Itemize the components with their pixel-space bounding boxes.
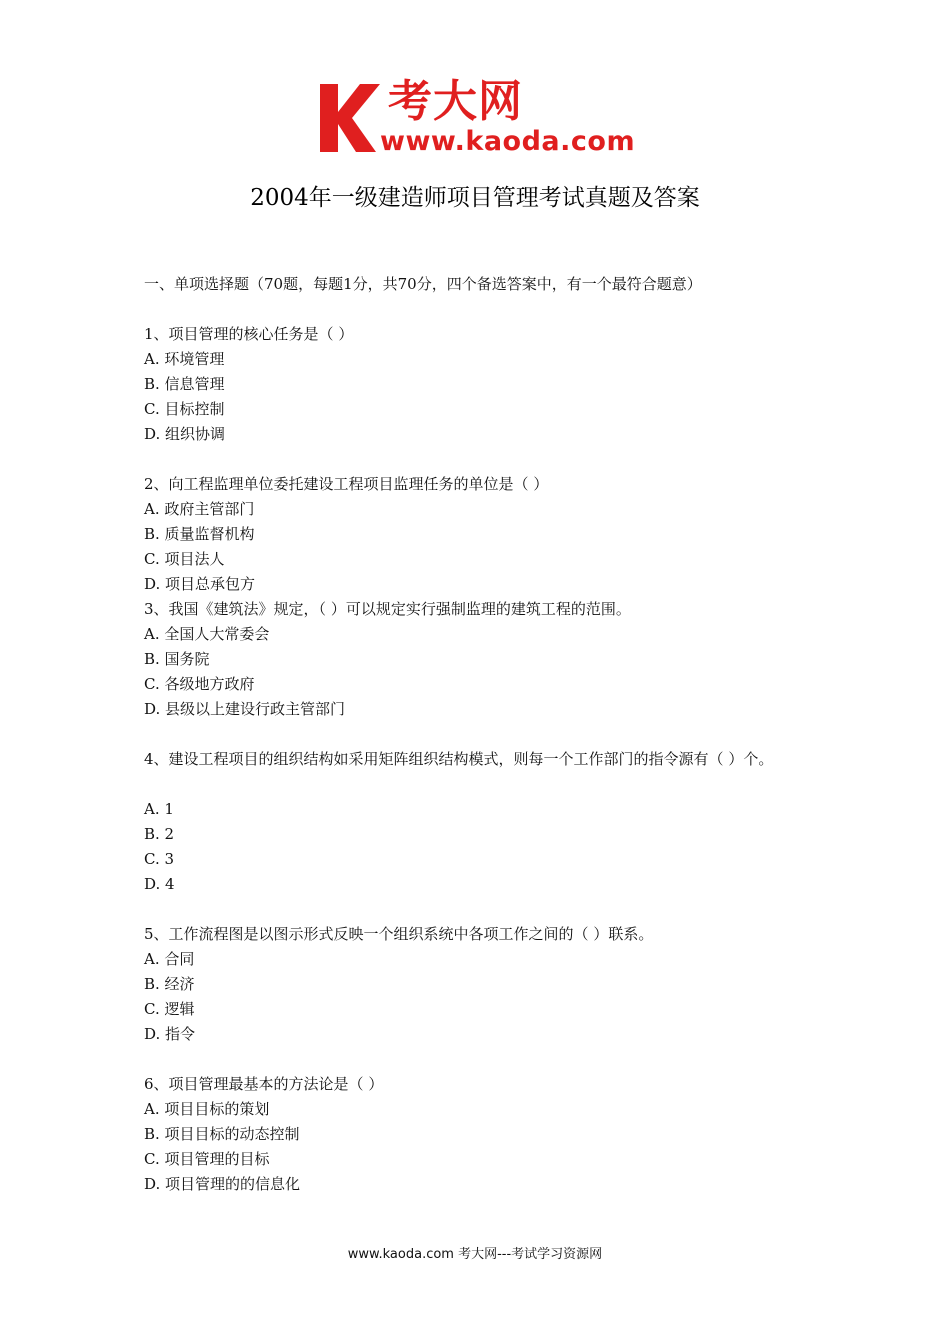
option-c: C. 项目管理的目标	[144, 1150, 270, 1168]
section-header: 一、单项选择题（70题，每题1分，共70分，四个备选答案中，有一个最符合题意）	[144, 275, 702, 293]
question-stem: 5、工作流程图是以图示形式反映一个组织系统中各项工作之间的（ ）联系。	[144, 925, 654, 943]
option-d: D. 县级以上建设行政主管部门	[144, 700, 346, 718]
option-a: A. 政府主管部门	[144, 500, 255, 518]
option-a: A. 合同	[144, 950, 195, 968]
option-b: B. 经济	[144, 975, 195, 993]
option-a: A. 1	[144, 800, 174, 818]
question-3	[144, 597, 844, 722]
option-c: C. 项目法人	[144, 550, 225, 568]
question-stem: 6、项目管理最基本的方法论是（ ）	[144, 1075, 384, 1093]
exam-content	[144, 272, 844, 1197]
option-b: B. 2	[144, 825, 175, 843]
question-stem: 4、建设工程项目的组织结构如采用矩阵组织结构模式，则每一个工作部门的指令源有（ ）个。	[144, 750, 774, 768]
option-d: D. 项目管理的的信息化	[144, 1175, 301, 1193]
option-c: C. 3	[144, 850, 175, 868]
option-c: C. 各级地方政府	[144, 675, 255, 693]
question-1	[144, 322, 844, 447]
option-b: B. 国务院	[144, 650, 210, 668]
option-a: A. 项目目标的策划	[144, 1100, 270, 1118]
question-stem: 3、我国《建筑法》规定，（ ）可以规定实行强制监理的建筑工程的范围。	[144, 600, 631, 618]
document-title: 2004年一级建造师项目管理考试真题及答案	[250, 185, 700, 211]
kaoda-logo	[318, 78, 640, 160]
option-a: A. 环境管理	[144, 350, 225, 368]
question-stem: 1、项目管理的核心任务是（ ）	[144, 325, 354, 343]
logo-url: www.kaoda.com	[380, 126, 636, 157]
option-a: A. 全国人大常委会	[144, 625, 270, 643]
k-logo-icon	[318, 82, 380, 154]
option-c: C. 逻辑	[144, 1000, 195, 1018]
option-b: B. 质量监督机构	[144, 525, 255, 543]
question-2	[144, 472, 844, 597]
option-b: B. 信息管理	[144, 375, 225, 393]
option-c: C. 目标控制	[144, 400, 225, 418]
logo-brand-name: 考大网	[388, 76, 523, 127]
option-d: D. 组织协调	[144, 425, 226, 443]
page-footer: www.kaoda.com 考大网---考试学习资源网	[347, 1247, 603, 1262]
question-6	[144, 1072, 844, 1197]
option-d: D. 4	[144, 875, 175, 893]
option-d: D. 项目总承包方	[144, 575, 256, 593]
option-d: D. 指令	[144, 1025, 196, 1043]
question-stem: 2、向工程监理单位委托建设工程项目监理任务的单位是（ ）	[144, 475, 549, 493]
question-4	[144, 747, 844, 897]
option-b: B. 项目目标的动态控制	[144, 1125, 300, 1143]
question-5	[144, 922, 844, 1047]
